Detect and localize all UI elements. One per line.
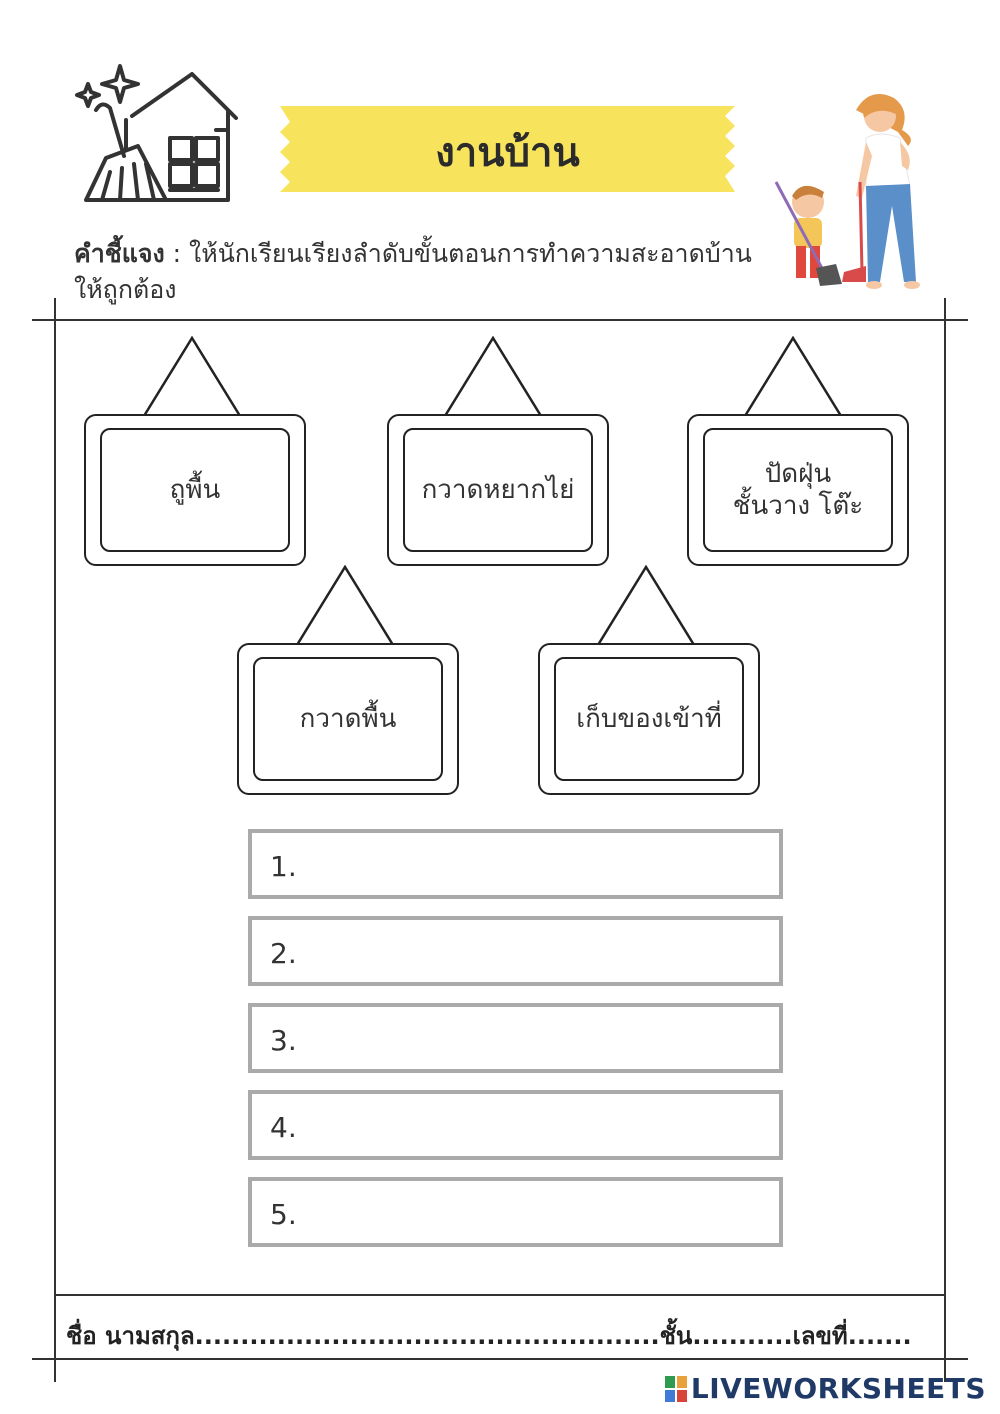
sign-label: ถูพื้น	[100, 428, 290, 552]
answer-number: 1.	[270, 850, 297, 883]
mother-child-sweeping-illustration	[770, 86, 950, 296]
answer-number: 3.	[270, 1024, 297, 1057]
brand-name: LIVEWORKSHEETS	[690, 1372, 986, 1405]
sign-card[interactable]	[84, 336, 306, 566]
sign-hanger	[687, 336, 909, 418]
answer-number: 5.	[270, 1198, 297, 1231]
sign-card[interactable]	[687, 336, 909, 566]
answer-number: 2.	[270, 937, 297, 970]
sign-hanger	[84, 336, 306, 418]
page-title: งานบ้าน	[435, 130, 580, 176]
answer-number: 4.	[270, 1111, 297, 1144]
answer-box[interactable]	[248, 916, 783, 986]
footer-top-line	[54, 1294, 946, 1296]
sign-card[interactable]	[237, 565, 459, 795]
instruction	[74, 236, 754, 308]
sign-label: กวาดหยากไย่	[403, 428, 593, 552]
frame-left-line	[54, 298, 56, 1382]
answer-box[interactable]	[248, 829, 783, 899]
footer-bottom-line	[32, 1358, 968, 1360]
sign-hanger	[237, 565, 459, 647]
answer-box[interactable]	[248, 1177, 783, 1247]
sign-card[interactable]	[387, 336, 609, 566]
frame-right-line	[944, 298, 946, 1382]
sign-label: เก็บของเข้าที่	[554, 657, 744, 781]
sign-card[interactable]	[538, 565, 760, 795]
sign-label: ปัดฝุ่น ชั้นวาง โต๊ะ	[703, 428, 893, 552]
sign-label: กวาดพื้น	[253, 657, 443, 781]
sign-hanger	[387, 336, 609, 418]
sign-hanger	[538, 565, 760, 647]
answer-box[interactable]	[248, 1003, 783, 1073]
liveworksheets-logo	[665, 1372, 986, 1405]
student-info-line: ชื่อ นามสกุล...................................................ชั้น...........เลขที่.......	[66, 1322, 912, 1350]
answer-box[interactable]	[248, 1090, 783, 1160]
instruction-text: : ให้นักเรียนเรียงลำดับขั้นตอนการทำความสะอาดบ้านให้ถูกต้อง	[74, 239, 752, 304]
liveworksheets-badge-icon	[665, 1376, 687, 1402]
frame-top-line	[32, 319, 968, 321]
house-cleaning-icon	[66, 60, 246, 210]
instruction-label: คำชี้แจง	[74, 239, 165, 268]
